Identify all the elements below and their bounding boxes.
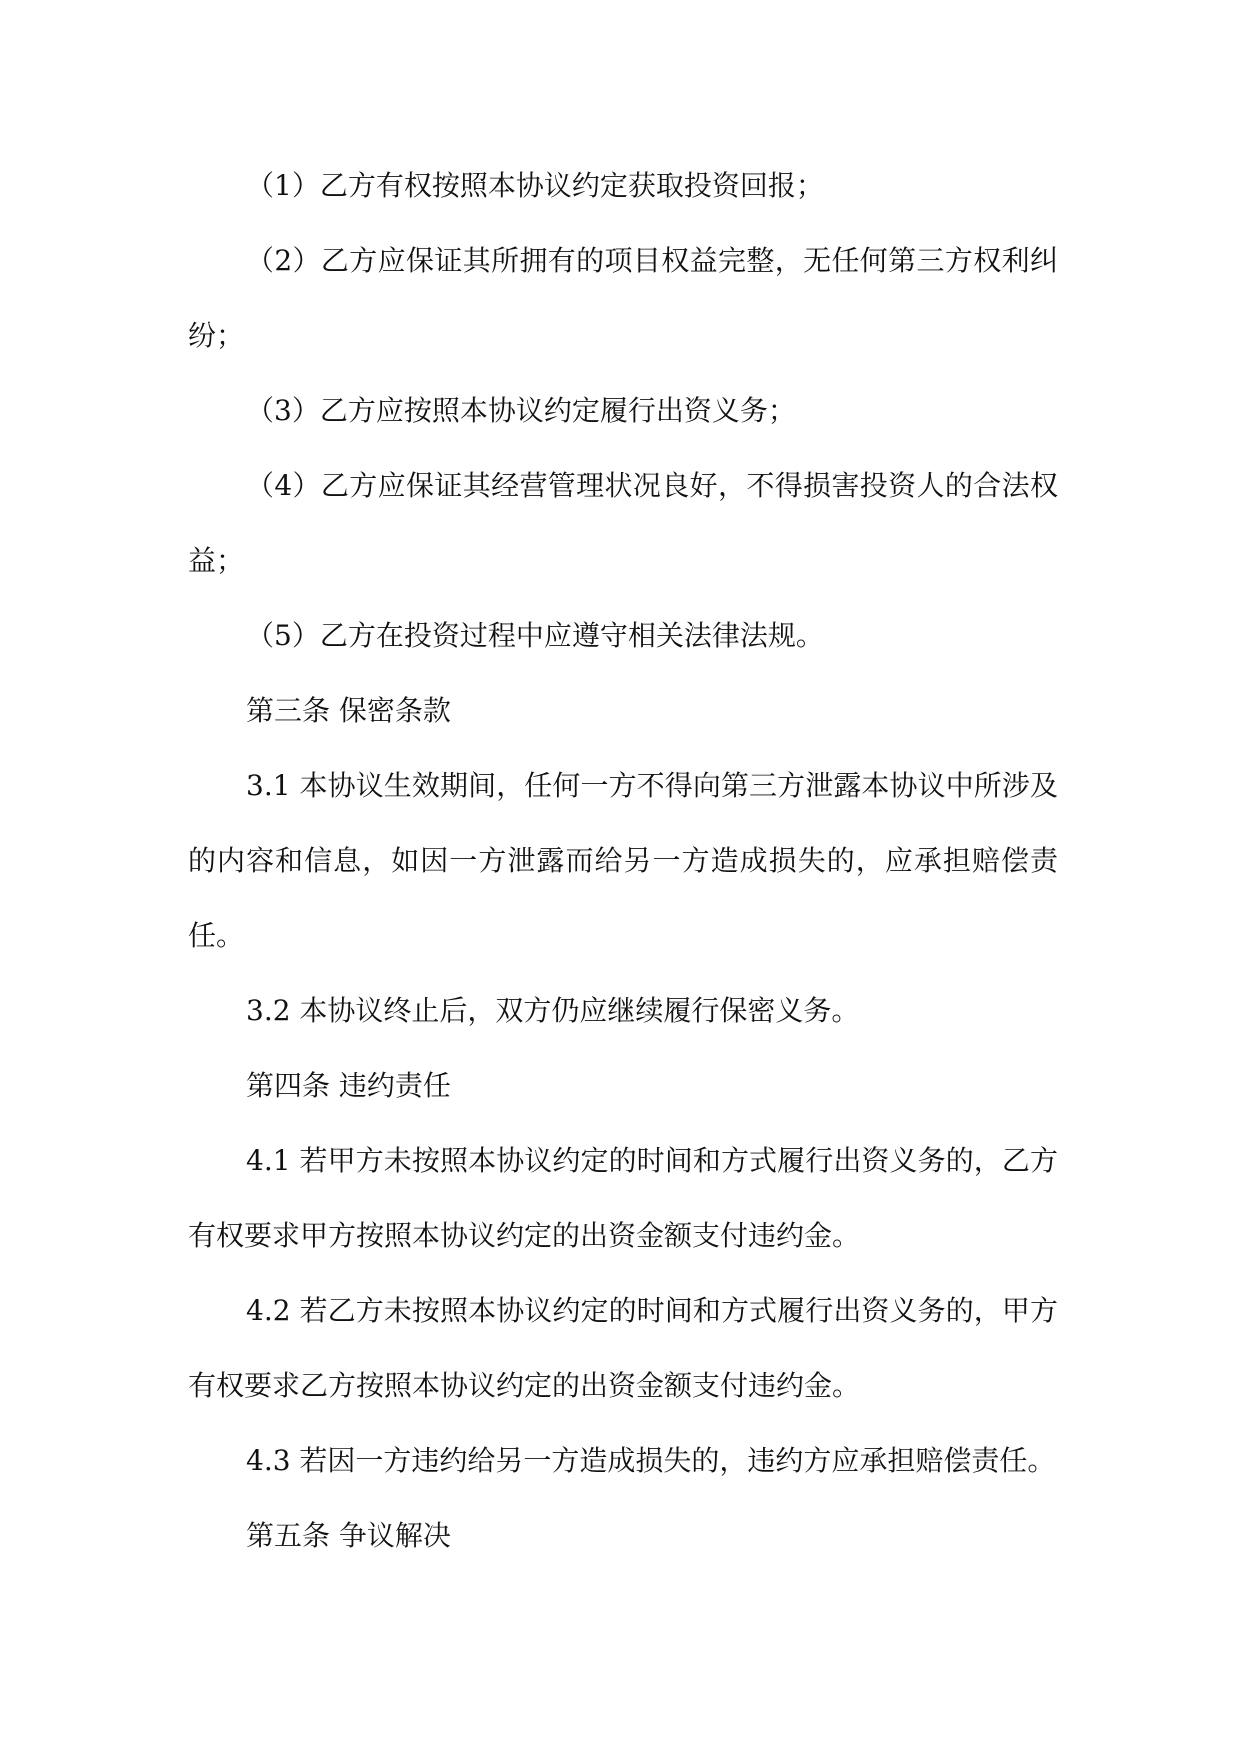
article-3-heading: 第三条 保密条款 <box>246 694 451 727</box>
clause-obligation-2: （2）乙方应保证其所拥有的项目权益完整，无任何第三方权利纠纷； <box>188 244 1058 352</box>
clause-obligation-3: （3）乙方应按照本协议约定履行出资义务； <box>246 394 796 427</box>
clause-4-1: 4.1 若甲方未按照本协议约定的时间和方式履行出资义务的，乙方有权要求甲方按照本协议约定的出资金额支付违约金。 <box>188 1144 1058 1252</box>
article-4-heading: 第四条 违约责任 <box>246 1069 451 1102</box>
clause-3-2: 3.2 本协议终止后，双方仍应继续履行保密义务。 <box>246 994 860 1027</box>
clause-obligation-5: （5）乙方在投资过程中应遵守相关法律法规。 <box>246 619 824 652</box>
clause-obligation-4: （4）乙方应保证其经营管理状况良好，不得损害投资人的合法权益； <box>188 469 1058 577</box>
clause-3-1: 3.1 本协议生效期间，任何一方不得向第三方泄露本协议中所涉及的内容和信息，如因一方泄露而给另一方造成损失的，应承担赔偿责任。 <box>188 769 1058 952</box>
clause-4-3: 4.3 若因一方违约给另一方造成损失的，违约方应承担赔偿责任。 <box>246 1444 1056 1477</box>
article-5-heading: 第五条 争议解决 <box>246 1519 451 1552</box>
clause-obligation-1: （1）乙方有权按照本协议约定获取投资回报； <box>246 169 824 202</box>
clause-4-2: 4.2 若乙方未按照本协议约定的时间和方式履行出资义务的，甲方有权要求乙方按照本协议约定的出资金额支付违约金。 <box>188 1294 1058 1402</box>
document-body <box>188 148 1058 1573</box>
